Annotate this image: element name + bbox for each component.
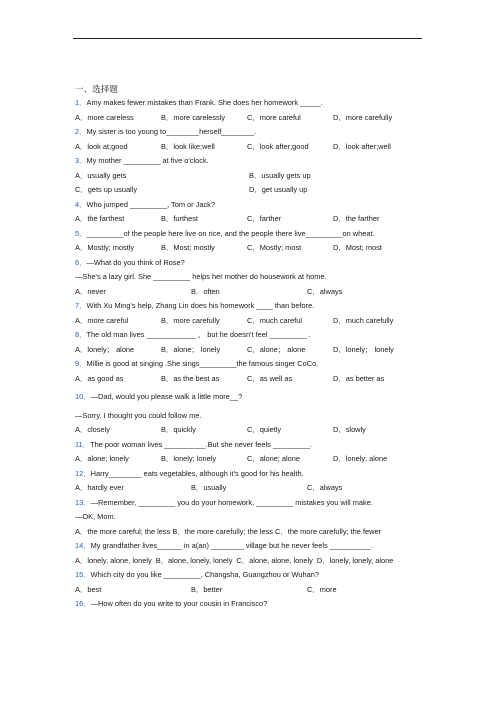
question-text: My mother _________ at five o'clock. [86, 156, 209, 165]
question-9 [75, 357, 425, 372]
option-c: C．alone; alone [247, 454, 301, 463]
question-2 [75, 125, 425, 140]
option-a: A．lonely； alone [75, 344, 135, 354]
question-text-continued: —OK, Mom. [75, 512, 116, 521]
option-a: A．more careless [75, 112, 134, 122]
option-b: B．look like;well [161, 141, 215, 151]
question-text: My sister is too young to________herself________. [86, 127, 257, 136]
option-d: D．slowly [333, 425, 366, 434]
option-a: A．alone; lonely [75, 454, 129, 463]
options-paragraph: A．the more careful; the less B．the more carefully; the less C．the more carefully; the fewer [75, 526, 382, 536]
option-c: C．alone, alone, lonely [236, 555, 313, 565]
option-a: A．as good as [75, 373, 124, 383]
option-a: A．lonely, alone, lonely [75, 555, 152, 565]
options-row [75, 183, 425, 198]
option-b: B．better [191, 584, 223, 594]
question-text-continued: —She's a lazy girl. She _________ helps her mother do housework at home. [75, 272, 327, 281]
option-b: B．furthest [161, 214, 198, 223]
question-number: 7． [75, 301, 87, 310]
question-number: 9． [75, 359, 87, 368]
option-c: C．always [307, 286, 343, 296]
option-c: C．alone； alone [247, 344, 306, 354]
option-b: B．often [191, 286, 220, 296]
question-number: 1． [75, 98, 87, 107]
question-number: 16． [75, 599, 91, 608]
option-a: A．the farthest [75, 214, 125, 223]
options-row [75, 583, 425, 598]
options-row [75, 212, 425, 227]
question-text: Which city do you like _________, Changsha, Guangzhou or Wuhan? [90, 570, 319, 579]
option-c: C．more careful [247, 112, 301, 122]
question-text: Harry________ eats vegetables, although it's good for his health. [90, 468, 304, 478]
options-row [75, 423, 425, 438]
question-text: Amy makes fewer mistakes than Frank. She does her homework _____. [86, 98, 323, 107]
options-row [75, 554, 425, 569]
question-12 [75, 467, 425, 482]
option-a: A．hardly ever [75, 483, 124, 492]
question-4 [75, 198, 425, 213]
question-15 [75, 568, 425, 583]
question-number: 2． [75, 127, 87, 136]
options-row [75, 343, 425, 358]
question-14 [75, 539, 425, 554]
option-d: D．look after;well [333, 141, 391, 151]
option-b: B．more carefully [161, 315, 220, 325]
question-text: The old man lives ____________ ， but he doesn't feel _________ . [86, 330, 311, 339]
question-8 [75, 328, 425, 343]
question-10 [75, 390, 425, 405]
option-c: C．more [307, 584, 337, 594]
question-text: —Dad, would you please walk a little more__? [90, 392, 243, 401]
options-row [75, 285, 425, 300]
question-text: My grandfather lives______ in a(an) ________ village but he never feels __________. [90, 541, 373, 550]
question-text: —What do you think of Rose? [86, 257, 185, 267]
question-text: Millie is good at singing .She sings_________the famous singer CoCo. [86, 359, 319, 368]
option-c: C．always [307, 483, 343, 492]
question-1 [75, 96, 425, 111]
options-row [75, 241, 425, 256]
options-row [75, 372, 425, 387]
option-b: B．alone, lonely, lonely [155, 555, 233, 565]
question-number: 10． [75, 392, 91, 401]
option-d: D．lonely; alone [333, 454, 388, 463]
option-c: C．much careful [247, 315, 303, 325]
question-text-continued: —Sorry. I thought you could follow me. [75, 410, 202, 420]
question-number: 4． [75, 199, 87, 209]
option-d: D．as better as [333, 373, 385, 383]
question-6 [75, 256, 425, 271]
option-b: B．usually gets up [249, 170, 311, 180]
option-a: A．never [75, 286, 106, 296]
question-number: 3． [75, 156, 87, 165]
option-a: A．usually gets [75, 170, 127, 180]
question-text: With Xu Ming's help, Zhang Lin does his homework ____ than before. [86, 301, 315, 310]
question-number: 12． [75, 468, 91, 478]
question-list [75, 82, 425, 612]
option-c: C．Mostly; most [247, 243, 302, 252]
option-a: A．best [75, 584, 102, 594]
question-number: 6． [75, 257, 87, 267]
options-row [75, 111, 425, 126]
question-number: 5． [75, 228, 87, 238]
question-number: 15． [75, 570, 91, 579]
question-text: _________of the people here live on rice, and the people there live_________on wheat. [86, 228, 375, 238]
question-text: —How often do you write to your cousin in Francisco? [90, 599, 268, 608]
question-13 [75, 496, 425, 511]
question-number: 11． [75, 439, 91, 449]
question-16 [75, 597, 425, 612]
question-5 [75, 227, 425, 242]
question-3 [75, 154, 425, 169]
option-c: C．as well as [247, 373, 293, 383]
option-b: B．usually [191, 483, 227, 492]
question-11 [75, 438, 425, 453]
option-c: C．farther [247, 214, 282, 223]
question-text: Who jumped _________, Tom or Jack? [86, 199, 215, 209]
header-rule [73, 38, 422, 39]
question-number: 8． [75, 330, 87, 339]
options-row [75, 314, 425, 329]
question-number: 13． [75, 497, 91, 507]
option-c: C．look after;good [247, 141, 309, 151]
option-c: C．quietly [247, 425, 282, 434]
option-b: B．as the best as [161, 373, 220, 383]
option-d: D．more carefully [333, 112, 393, 122]
option-b: B．alone； lonely [161, 344, 221, 354]
option-b: B．Most; mostly [161, 243, 215, 252]
option-c: C．gets up usually [75, 185, 138, 194]
option-d: D．much carefully [333, 315, 394, 325]
option-a: A．closely [75, 425, 110, 434]
option-d: D．lonely, lonely, alone [316, 555, 394, 565]
question-7 [75, 299, 425, 314]
question-number: 14． [75, 541, 91, 550]
option-a: A．Mostly; mostly [75, 243, 135, 252]
option-d: D．the farther [333, 214, 380, 223]
option-b: B．quickly [161, 425, 196, 434]
options-row [75, 481, 425, 496]
option-d: D．lonely； lonely [333, 344, 394, 354]
options-row [75, 452, 425, 467]
option-b: B．lonely; lonely [161, 454, 217, 463]
options-row [75, 140, 425, 155]
question-text: —Remember, _________ you do your homework, _________ mistakes you will make. [90, 497, 373, 507]
question-text: The poor woman lives __________.But she never feels _________. [90, 439, 312, 449]
section-title: 一、选择题 [75, 84, 118, 94]
options-row [75, 169, 425, 184]
option-d: D．get usually up [249, 185, 308, 194]
option-d: D．Most; most [333, 243, 382, 252]
option-a: A．look at;good [75, 141, 128, 151]
option-b: B．more carelessly [161, 112, 226, 122]
option-a: A．more careful [75, 315, 129, 325]
